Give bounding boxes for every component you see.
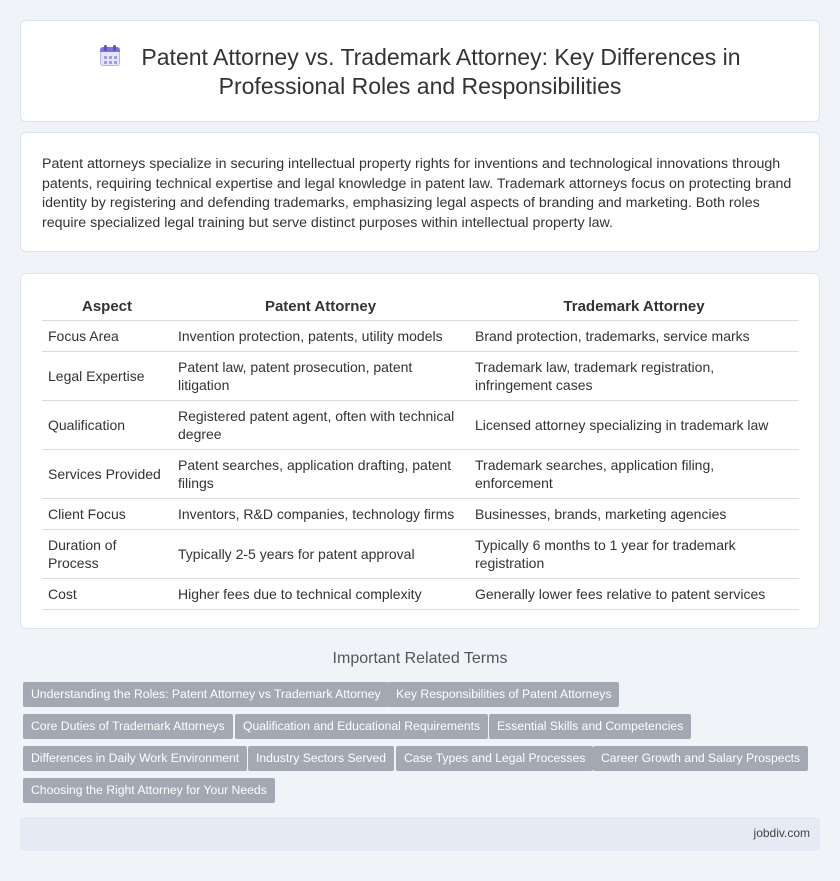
row-patent: Patent searches, application drafting, patent filings xyxy=(172,449,469,498)
row-trademark: Trademark law, trademark registration, infringement cases xyxy=(469,351,799,400)
header-aspect: Aspect xyxy=(42,294,172,320)
table-row xyxy=(42,449,799,498)
table-row xyxy=(42,529,799,578)
row-aspect: Legal Expertise xyxy=(42,351,172,400)
table-row xyxy=(42,498,799,529)
title-card xyxy=(20,20,820,122)
row-patent: Invention protection, patents, utility models xyxy=(172,320,469,351)
row-aspect: Services Provided xyxy=(42,449,172,498)
title-line-1: Patent Attorney vs. Trademark Attorney: Key Differences in xyxy=(141,44,741,70)
related-term-tag[interactable]: Essential Skills and Competencies xyxy=(489,714,691,739)
intro-card xyxy=(20,132,820,252)
row-aspect: Focus Area xyxy=(42,320,172,351)
row-trademark: Brand protection, trademarks, service marks xyxy=(469,320,799,351)
related-term-tag[interactable]: Understanding the Roles: Patent Attorney vs Trademark Attorney xyxy=(23,682,389,707)
table-row xyxy=(42,351,799,400)
row-trademark: Generally lower fees relative to patent services xyxy=(469,578,799,609)
header-trademark-attorney: Trademark Attorney xyxy=(469,294,799,320)
table-row xyxy=(42,578,799,609)
comparison-table xyxy=(42,294,799,610)
row-trademark: Trademark searches, application filing, enforcement xyxy=(469,449,799,498)
related-term-tag[interactable]: Qualification and Educational Requirements xyxy=(235,714,488,739)
intro-paragraph: Patent attorneys specialize in securing intellectual property rights for inventions and technological innovations through patents, requiring technical expertise and legal knowledge in patent law. Trademark attorneys focus on protecting brand identity by registering and defending trademarks, emphasizing legal aspects of branding and marketing. Both roles require specialized legal training but serve distinct purposes within intellectual property law. xyxy=(42,156,792,231)
related-term-tag[interactable]: Key Responsibilities of Patent Attorneys xyxy=(388,682,619,707)
row-aspect: Qualification xyxy=(42,400,172,449)
row-patent: Inventors, R&D companies, technology firms xyxy=(172,498,469,529)
row-trademark: Businesses, brands, marketing agencies xyxy=(469,498,799,529)
related-term-tag[interactable]: Career Growth and Salary Prospects xyxy=(593,746,808,771)
related-terms-title: Important Related Terms xyxy=(332,650,508,667)
header-patent-attorney: Patent Attorney xyxy=(172,294,469,320)
row-aspect: Client Focus xyxy=(42,498,172,529)
related-term-tag[interactable]: Industry Sectors Served xyxy=(248,746,394,771)
calendar-icon xyxy=(99,45,121,67)
related-term-tag[interactable]: Case Types and Legal Processes xyxy=(396,746,593,771)
footer xyxy=(20,817,820,851)
row-patent: Patent law, patent prosecution, patent litigation xyxy=(172,351,469,400)
table-row xyxy=(42,400,799,449)
row-patent: Higher fees due to technical complexity xyxy=(172,578,469,609)
footer-site-link[interactable]: jobdiv.com xyxy=(753,826,810,840)
row-patent: Registered patent agent, often with technical degree xyxy=(172,400,469,449)
row-aspect: Cost xyxy=(42,578,172,609)
row-aspect: Duration of Process xyxy=(42,529,172,578)
related-term-tag[interactable]: Core Duties of Trademark Attorneys xyxy=(23,714,233,739)
title-line-2: Professional Roles and Responsibilities xyxy=(218,73,622,99)
row-patent: Typically 2-5 years for patent approval xyxy=(172,529,469,578)
table-header-row xyxy=(42,294,799,320)
page-title xyxy=(21,43,819,101)
row-trademark: Typically 6 months to 1 year for trademark registration xyxy=(469,529,799,578)
related-term-tag[interactable]: Differences in Daily Work Environment xyxy=(23,746,247,771)
row-trademark: Licensed attorney specializing in trademark law xyxy=(469,400,799,449)
related-term-tag[interactable]: Choosing the Right Attorney for Your Needs xyxy=(23,778,275,803)
comparison-card xyxy=(20,273,820,629)
table-row xyxy=(42,320,799,351)
